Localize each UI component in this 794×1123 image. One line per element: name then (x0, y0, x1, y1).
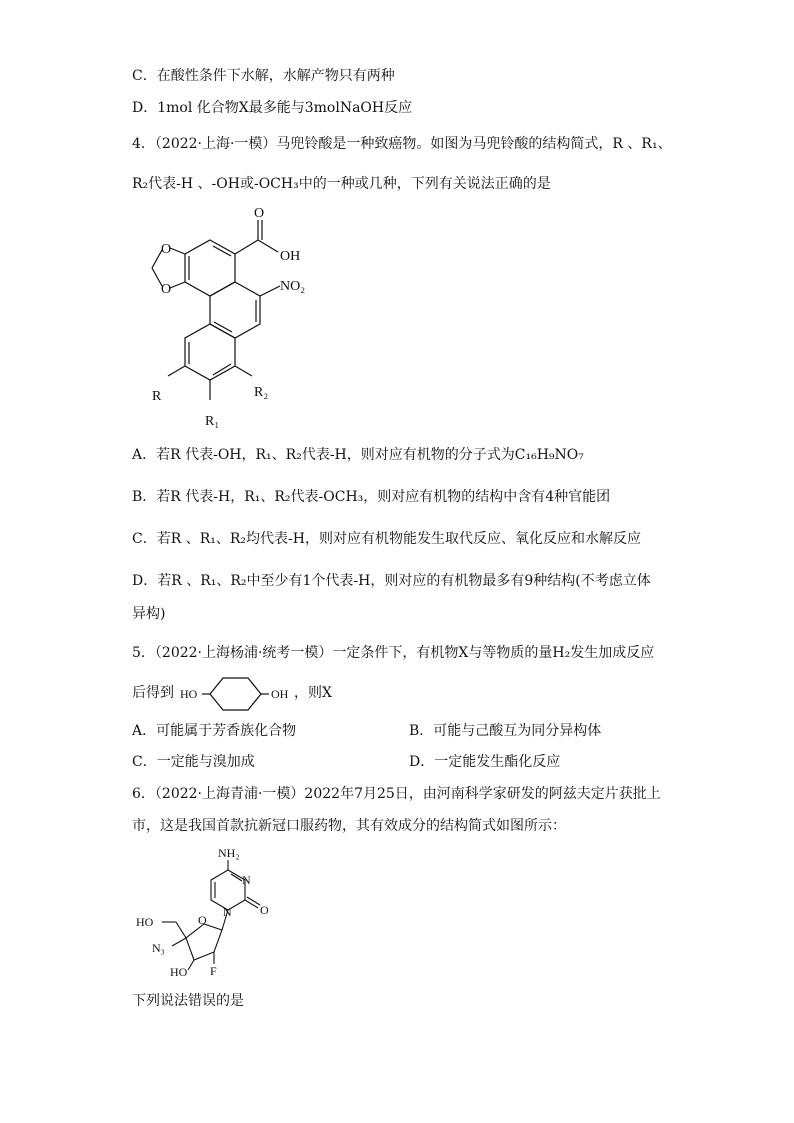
label-ho-bottom: HO (170, 965, 188, 979)
label-oh-right: OH (271, 687, 289, 701)
q6-stem-line1: 6．（2022·上海青浦·一模）2022年7月25日，由河南科学家研发的阿兹夫定片获批上 (132, 786, 661, 802)
label-n-ring-top: N (242, 873, 251, 887)
label-oh: OH (280, 249, 301, 264)
q4-option-c: C．若R 、R₁、R₂均代表-H，则对应有机物能发生取代反应、氧化反应和水解反应 (132, 531, 641, 547)
q6-stem-line2: 市，这是我国首款抗新冠口服药物，其有效成分的结构简式如图所示： (132, 818, 566, 834)
label-o-top: O (254, 206, 265, 221)
q5-option-b: B．可能与己酸互为同分异构体 (409, 723, 602, 739)
label-no2: NO₂ (280, 279, 306, 294)
q5-stem-pre: 后得到 (132, 685, 174, 701)
q3-option-d: D．1mol 化合物X最多能与3molNaOH反应 (132, 100, 413, 116)
q4-option-d-line1: D．若R 、R₁、R₂中至少有1个代表-H，则对应的有机物最多有9种结构(不考虑立体 (132, 573, 651, 589)
q4-option-b: B．若R 代表-H，R₁、R₂代表-OCH₃，则对应有机物的结构中含有4种官能团 (132, 489, 611, 505)
q4-option-d-line2: 异构) (132, 606, 166, 622)
q3-option-c: C．在酸性条件下水解，水解产物只有两种 (132, 68, 395, 84)
aristolochic-acid-structure (130, 200, 330, 430)
label-nh2: NH₂ (218, 846, 240, 860)
label-o1: O (161, 242, 172, 257)
q4-stem-line2: R₂代表-H 、-OH或-OCH₃中的一种或几种，下列有关说法正确的是 (132, 176, 551, 192)
label-ho-top: HO (136, 915, 154, 929)
q5-option-c: C．一定能与溴加成 (132, 754, 255, 770)
label-o-sugar: O (198, 913, 207, 927)
q5-option-a: A．可能属于芳香族化合物 (132, 723, 297, 739)
label-o-carbonyl: O (260, 903, 269, 917)
label-n3: N₃ (152, 941, 165, 955)
q5-stem-line1: 5．（2022·上海杨浦·统考一模）一定条件下，有机物X与等物质的量H₂发生加成反应 (132, 645, 655, 661)
q5-option-d: D．一定能发生酯化反应 (409, 754, 561, 770)
label-ho-left: HO (180, 687, 198, 701)
label-o2: O (161, 282, 172, 297)
label-r: R (152, 389, 162, 404)
q5-stem-post: ，则X (294, 685, 332, 701)
q6-question: 下列说法错误的是 (132, 993, 244, 1009)
label-r1: R₁ (205, 414, 220, 429)
q4-stem-line1: 4．（2022·上海·一模）马兜铃酸是一种致癌物。如图为马兜铃酸的结构简式，R 、R₁、 (132, 136, 672, 152)
label-r2: R₂ (254, 385, 269, 400)
azvudine-structure (130, 842, 290, 982)
label-f: F (210, 964, 217, 978)
label-n-ring-bottom: N (223, 905, 232, 919)
q4-option-a: A．若R 代表-OH，R₁、R₂代表-H，则对应有机物的分子式为C₁₆H₉NO₇ (132, 447, 584, 463)
